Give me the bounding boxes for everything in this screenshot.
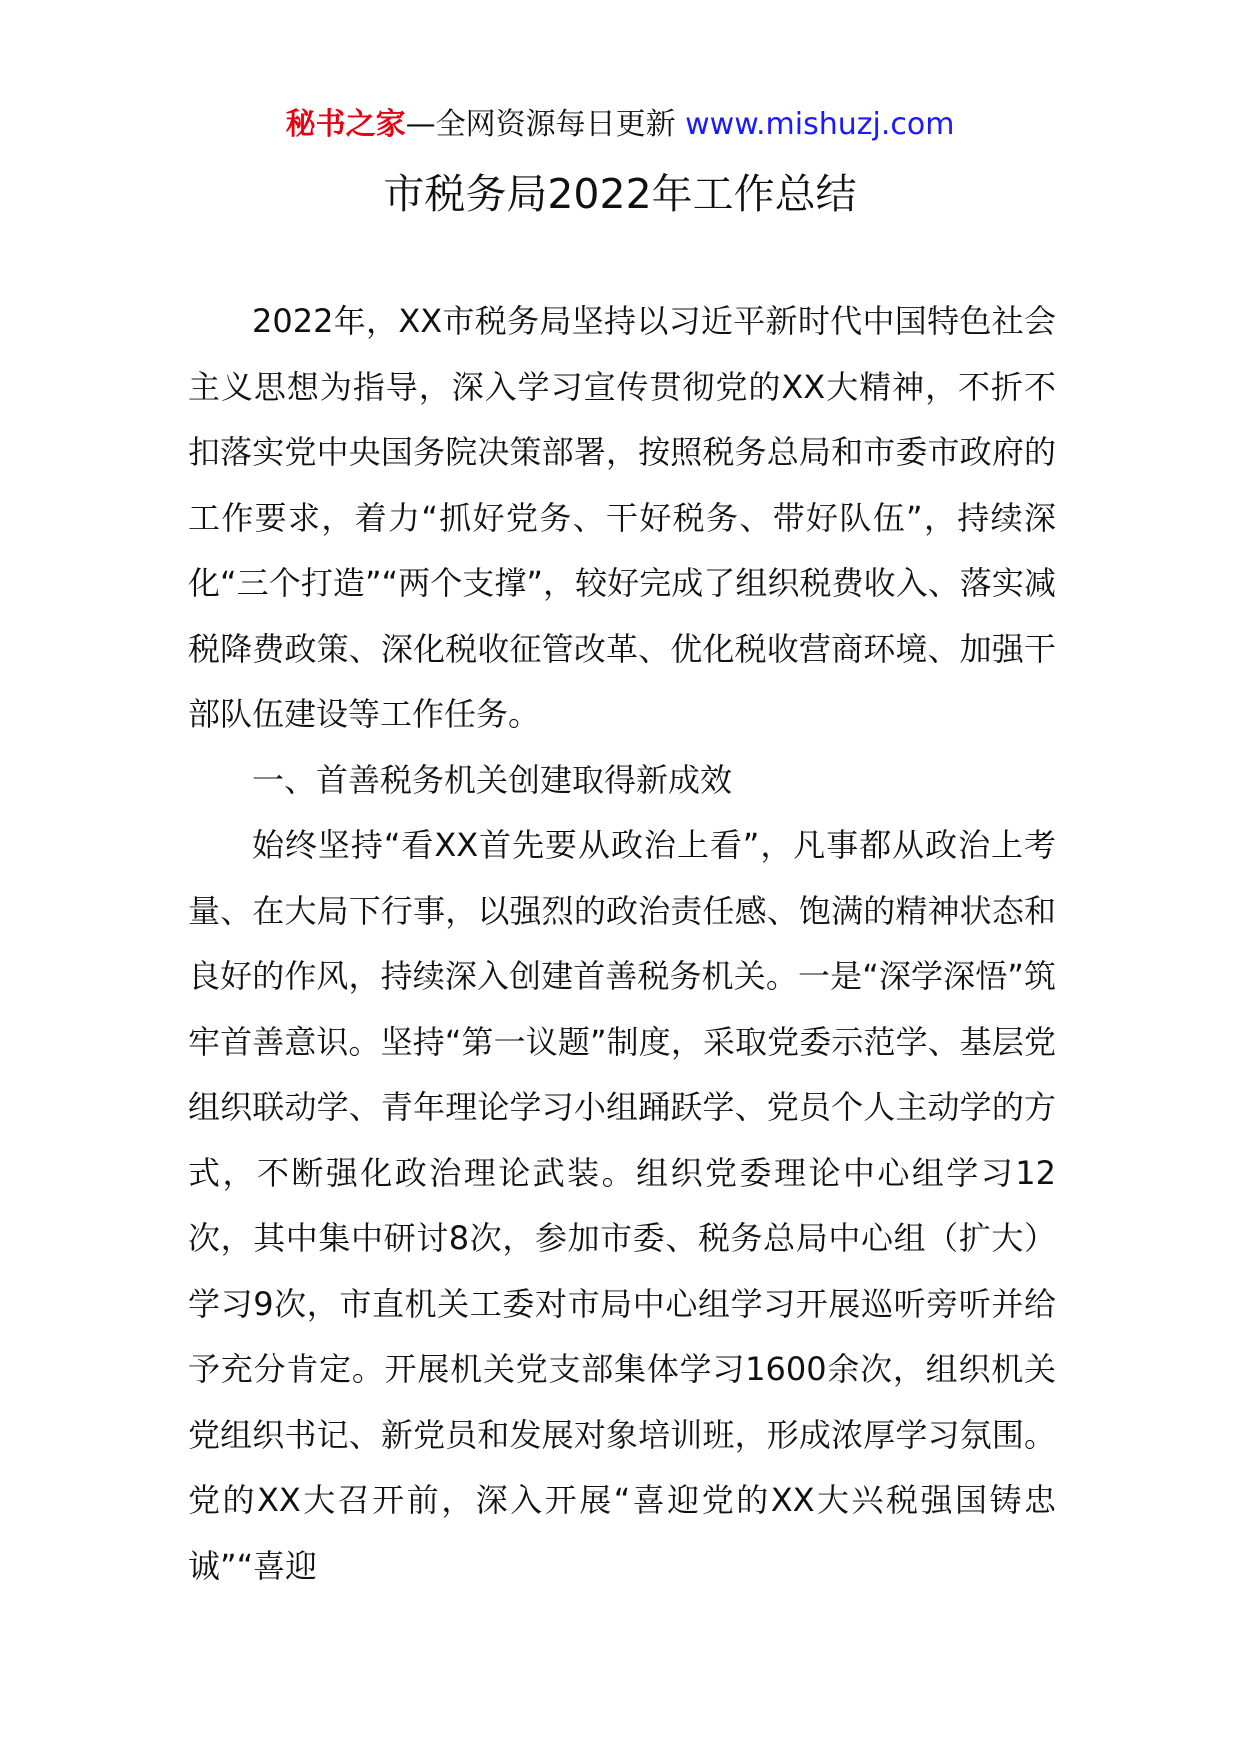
site-url[interactable]: www.mishuzj.com [685, 107, 955, 142]
section-heading: 一、首善税务机关创建取得新成效 [252, 760, 733, 799]
header-tagline: —全网资源每日更新 [405, 107, 676, 142]
document-title: 市税务局2022年工作总结 [383, 170, 857, 218]
section-paragraph: 始终坚持“看XX首先要从政治上看”，凡事都从政治上考量、在大局下行事，以强烈的政治责任感、饱满的精神状态和良好的作风，持续深入创建首善税务机关。一是“深学深悟”筑牢首善意识。坚持“第一议题”制度，采取党委示范学、基层党组织联动学、青年理论学习小组踊跃学、党员个人主动学的方式，不断强化政治理论武装。组织党委理论中心组学习12次，其中集中研讨8次，参加市委、税务总局中心组（扩大）学习9次，市直机关工委对市局中心组学习开展巡听旁听并给予充分肯定。开展机关党支部集体学习1600余次，组织机关党组织书记、新党员和发展对象培训班，形成浓厚学习氛围。党的XX大召开前，深入开展“喜迎党的XX大兴税强国铸忠诚”“喜迎 [188, 826, 1056, 1585]
document-body [188, 289, 1056, 1599]
intro-paragraph: 2022年，XX市税务局坚持以习近平新时代中国特色社会主义思想为指导，深入学习宣传贯彻党的XX大精神，不折不扣落实党中央国务院决策部署，按照税务总局和市委市政府的工作要求，着力“抓好党务、干好税务、带好队伍”，持续深化“三个打造”“两个支撑”，较好完成了组织税费收入、落实减税降费政策、深化税收征管改革、优化税收营商环境、加强干部队伍建设等工作任务。 [188, 302, 1056, 733]
site-header [0, 103, 1240, 147]
brand-name: 秘书之家 [285, 107, 406, 142]
